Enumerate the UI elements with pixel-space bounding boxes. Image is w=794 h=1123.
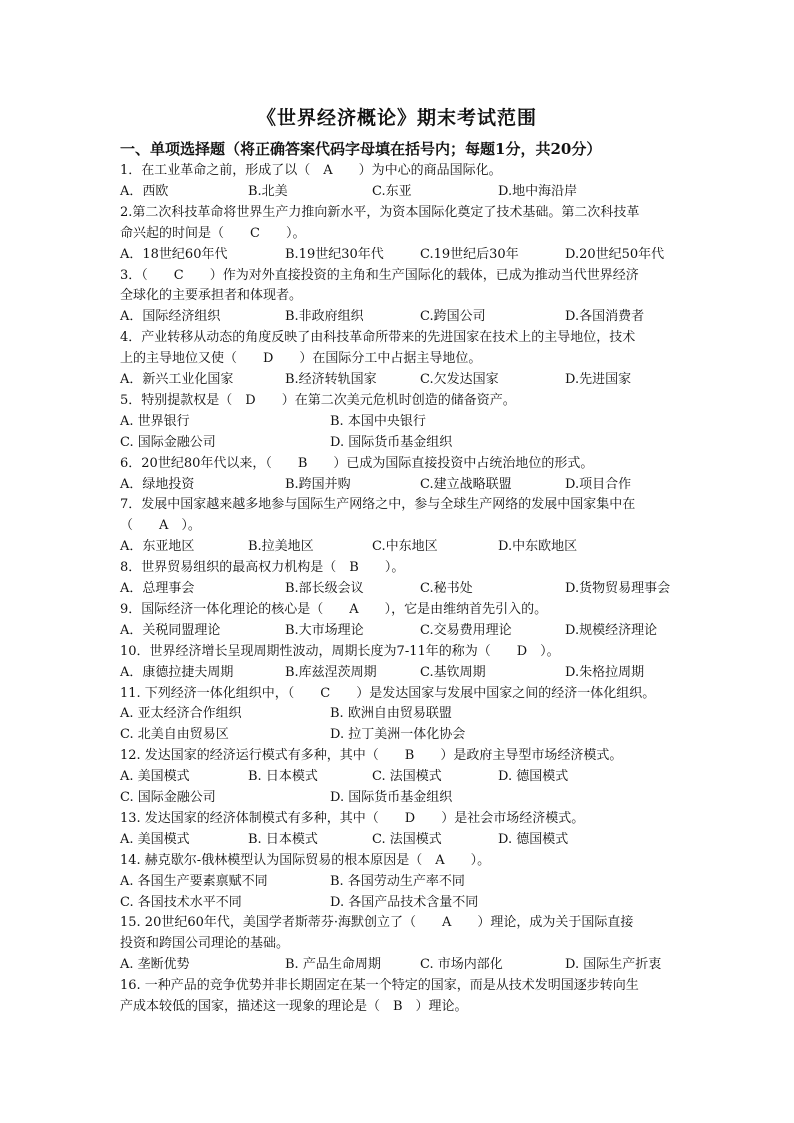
answer-option: D.朱格拉周期 (565, 664, 645, 680)
answer-option: A. 亚太经济合作组织 (120, 706, 242, 722)
question-text: 6．20世纪80年代以来，（ B ）已成为国际直接投资中占统治地位的形式。 (120, 455, 594, 471)
answer-option: A．西欧 (120, 183, 169, 199)
answer-option: D. 德国模式 (498, 831, 569, 847)
answer-option: C. 国际金融公司 (120, 790, 216, 805)
answer-option: A．18世纪60年代 (120, 246, 228, 262)
answer-option: D.货物贸易理事会 (565, 581, 671, 596)
answer-option: A. 美国模式 (120, 831, 190, 847)
answer-option: C.秘书处 (420, 581, 473, 596)
answer-option: D.先进国家 (565, 372, 632, 387)
answer-option: D.规模经济理论 (565, 622, 658, 638)
answer-option: C. 法国模式 (372, 831, 442, 847)
question-text: 全球化的主要承担者和体现者。 (120, 288, 303, 304)
answer-option: C.交易费用理论 (420, 622, 512, 638)
question-text: （ A ）。 (120, 518, 201, 534)
answer-option: C. 国际金融公司 (120, 434, 216, 450)
answer-option: C.基钦周期 (420, 664, 486, 680)
question-text: 命兴起的时间是（ C ）。 (120, 225, 306, 241)
answer-option: A．新兴工业化国家 (120, 372, 234, 387)
answer-option: B. 日本模式 (248, 769, 318, 785)
answer-option: A．绿地投资 (120, 476, 195, 492)
answer-option: C. 法国模式 (372, 769, 442, 785)
answer-option: D.各国消费者 (565, 309, 645, 325)
answer-option: B. 各国劳动生产率不同 (330, 873, 465, 889)
answer-option: A．东亚地区 (120, 539, 195, 555)
answer-option: D. 国际货币基金组织 (330, 790, 453, 805)
answer-option: B.拉美地区 (248, 539, 314, 555)
answer-option: A．关税同盟理论 (120, 622, 221, 638)
question-text: 3．（ C ）作为对外直接投资的主角和生产国际化的载体，已成为推动当代世界经济 (120, 267, 639, 283)
answer-option: B. 产品生命周期 (285, 957, 381, 973)
answer-option: C.建立战略联盟 (420, 476, 512, 492)
answer-option: C.跨国公司 (420, 309, 486, 325)
question-text: 11. 下列经济一体化组织中，（ C ）是发达国家与发展中国家之间的经济一体化组织。 (120, 685, 656, 701)
answer-option: B.北美 (248, 183, 288, 199)
answer-option: C. 各国技术水平不同 (120, 894, 242, 910)
section-heading: 一、单项选择题（将正确答案代码字母填在括号内；每题1分，共20分） (120, 140, 602, 158)
answer-option: C. 北美自由贸易区 (120, 727, 229, 743)
answer-option: B.部长级会议 (285, 581, 364, 596)
answer-option: B. 本国中央银行 (330, 413, 426, 429)
question-text: 4．产业转移从动态的角度反映了由科技革命所带来的先进国家在技术上的主导地位，技术 (120, 330, 636, 346)
question-text: 上的主导地位又使（ D ）在国际分工中占据主导地位。 (120, 351, 482, 367)
answer-option: C.19世纪后30年 (420, 246, 519, 262)
answer-option: C. 市场内部化 (420, 957, 503, 973)
answer-option: B.跨国并购 (285, 476, 351, 492)
answer-option: B.大市场理论 (285, 622, 364, 638)
answer-option: D. 国际生产折衷 (565, 957, 662, 973)
answer-option: D. 拉丁美洲一体化协会 (330, 727, 466, 743)
answer-option: B.19世纪30年代 (285, 246, 384, 262)
answer-option: D. 各国产品技术含量不同 (330, 894, 479, 910)
answer-option: D.地中海沿岸 (498, 183, 578, 199)
question-text: 5．特别提款权是（ D ）在第二次美元危机时创造的储备资产。 (120, 392, 516, 408)
answer-option: A．国际经济组织 (120, 309, 221, 325)
question-text: 2.第二次科技革命将世界生产力推向新水平，为资本国际化奠定了技术基础。第二次科技革 (120, 204, 640, 220)
answer-option: B. 日本模式 (248, 831, 318, 847)
answer-option: D. 德国模式 (498, 769, 569, 785)
answer-option: A. 垄断优势 (120, 957, 190, 973)
question-text: 9．国际经济一体化理论的核心是（ A ），它是由维纳首先引入的。 (120, 601, 548, 617)
answer-option: A. 美国模式 (120, 769, 190, 785)
answer-option: D.项目合作 (565, 476, 632, 492)
question-text: 产成本较低的国家，描述这一现象的理论是（ B ）理论。 (120, 999, 468, 1014)
answer-option: B.经济转轨国家 (285, 372, 377, 387)
answer-option: C.中东地区 (372, 539, 438, 555)
page-title: 《世界经济概论》期末考试范围 (256, 107, 537, 129)
question-text: 12. 发达国家的经济运行模式有多种，其中（ B ）是政府主导型市场经济模式。 (120, 748, 623, 764)
answer-option: C.欠发达国家 (420, 372, 499, 387)
answer-option: A. 世界银行 (120, 413, 190, 429)
question-text: 1．在工业革命之前，形成了以（ A ）为中心的商品国际化。 (120, 163, 502, 178)
answer-option: A．康德拉捷夫周期 (120, 664, 234, 680)
answer-option: D.中东欧地区 (498, 539, 578, 555)
answer-option: B.非政府组织 (285, 309, 364, 325)
question-text: 投资和跨国公司理论的基础。 (120, 936, 290, 952)
question-text: 7．发展中国家越来越多地参与国际生产网络之中，参与全球生产网络的发展中国家集中在 (120, 497, 636, 513)
answer-option: C.东亚 (372, 183, 412, 199)
answer-option: D.20世纪50年代 (565, 246, 665, 262)
answer-option: D. 国际货币基金组织 (330, 434, 453, 450)
question-text: 16. 一种产品的竞争优势并非长期固定在某一个特定的国家，而是从技术发明国逐步转向生 (120, 978, 639, 994)
answer-option: A. 各国生产要素禀赋不同 (120, 873, 268, 889)
question-text: 14. 赫克歇尔-俄林模型认为国际贸易的根本原因是（ A ）。 (120, 852, 491, 868)
question-text: 8．世界贸易组织的最高权力机构是（ B ）。 (120, 560, 405, 576)
answer-option: A．总理事会 (120, 581, 195, 596)
answer-option: B.库兹涅茨周期 (285, 664, 377, 680)
question-text: 13. 发达国家的经济体制模式有多种，其中（ D ）是社会市场经济模式。 (120, 810, 585, 826)
answer-option: B. 欧洲自由贸易联盟 (330, 706, 452, 722)
question-text: 15. 20世纪60年代，美国学者斯蒂芬·海默创立了（ A ）理论，成为关于国际直接 (120, 915, 634, 931)
question-text: 10．世界经济增长呈现周期性波动，周期长度为7-11年的称为（ D ）。 (120, 643, 560, 659)
